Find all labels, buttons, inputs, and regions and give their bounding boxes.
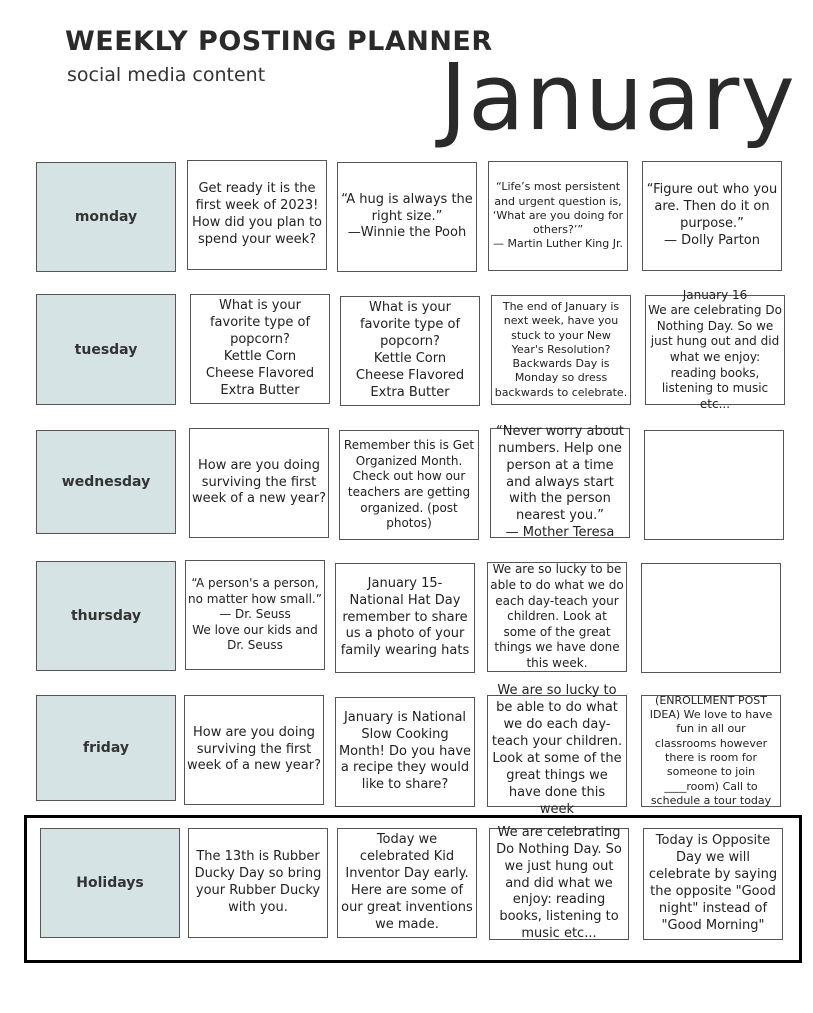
post-cell: How are you doing surviving the first week of a new year? — [184, 695, 324, 805]
post-cell: January is National Slow Cooking Month! Do you have a recipe they would like to share? — [335, 697, 475, 807]
post-cell: “A person's a person, no matter how small.” — Dr. Seuss We love our kids and Dr. Seuss — [185, 560, 325, 670]
post-cell: We are celebrating Do Nothing Day. So we just hung out and did what we enjoy: reading books, listening to music etc... — [489, 828, 629, 940]
post-cell: (ENROLLMENT POST IDEA) We love to have fun in all our classrooms however there is room for someone to join ____room) Call to schedule a tour today — [641, 695, 781, 807]
post-cell: Get ready it is the first week of 2023! How did you plan to spend your week? — [187, 160, 327, 270]
post-cell: How are you doing surviving the first week of a new year? — [189, 428, 329, 538]
post-cell: Today is Opposite Day we will celebrate by saying the opposite "Good night" instead of "Good Morning" — [643, 828, 783, 940]
post-cell: “Never worry about numbers. Help one person at a time and always start with the person nearest you.” — Mother Teresa — [490, 428, 630, 538]
month-title: January — [440, 44, 796, 151]
post-cell: What is your favorite type of popcorn? Kettle Corn Cheese Flavored Extra Butter — [340, 296, 480, 406]
day-label-holidays: Holidays — [40, 828, 180, 938]
post-cell: The 13th is Rubber Ducky Day so bring your Rubber Ducky with you. — [188, 828, 328, 938]
post-cell: “Figure out who you are. Then do it on purpose.” — Dolly Parton — [642, 161, 782, 271]
post-cell-empty — [644, 430, 784, 540]
day-label-friday: friday — [36, 695, 176, 801]
page-title: WEEKLY POSTING PLANNER — [65, 26, 493, 57]
post-cell: “A hug is always the right size.” —Winnie the Pooh — [337, 162, 477, 272]
day-label-thursday: thursday — [36, 561, 176, 671]
post-cell: Today we celebrated Kid Inventor Day early. Here are some of our great inventions we made. — [337, 828, 477, 938]
post-cell: “Life’s most persistent and urgent question is, ‘What are you doing for others?’” — Martin Luther King Jr. — [488, 161, 628, 271]
post-cell-empty — [641, 563, 781, 673]
post-cell: We are so lucky to be able to do what we do each day-teach your children. Look at some of the great things we have done this week — [487, 695, 627, 807]
day-label-monday: monday — [36, 162, 176, 272]
post-cell: The end of January is next week, have you stuck to your New Year's Resolution? Backwards Day is Monday so dress backwards to celebrate. — [491, 295, 631, 405]
post-cell: Remember this is Get Organized Month. Check out how our teachers are getting organized. (post photos) — [339, 430, 479, 540]
post-cell: What is your favorite type of popcorn? Kettle Corn Cheese Flavored Extra Butter — [190, 294, 330, 404]
post-cell: We are so lucky to be able to do what we do each day-teach your children. Look at some of the great things we have done this week. — [487, 562, 627, 672]
day-label-tuesday: tuesday — [36, 294, 176, 405]
post-cell: January 15- National Hat Day remember to share us a photo of your family wearing hats — [335, 563, 475, 673]
day-label-wednesday: wednesday — [36, 430, 176, 534]
page-subtitle: social media content — [67, 64, 266, 86]
post-cell: January 16 We are celebrating Do Nothing Day. So we just hung out and did what we enjoy: reading books, listening to music etc... — [645, 295, 785, 405]
